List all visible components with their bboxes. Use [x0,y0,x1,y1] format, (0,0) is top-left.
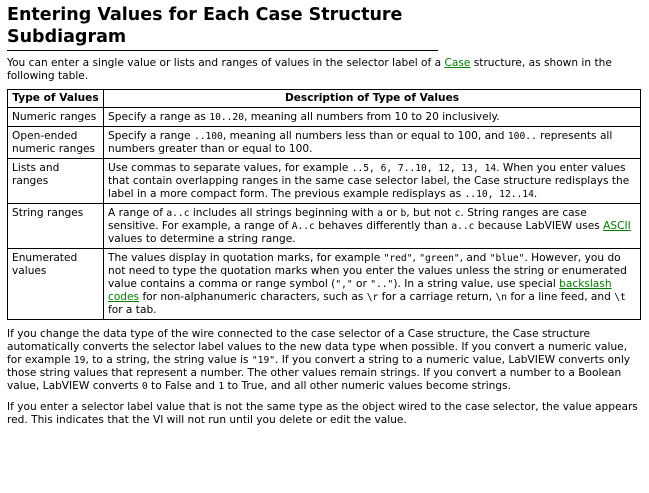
text-run: Specify a range [108,130,194,142]
code-literal: \n [495,292,508,303]
code-literal: a [377,208,383,219]
text-run: . However, you do not need to type the quotation marks when you enter the values unless the string or enumerated value contains a comma or range symbol ( [108,252,627,290]
header-description: Description of Type of Values [104,90,641,108]
table-row [8,204,641,249]
code-literal: "blue" [489,253,525,264]
text-run: , and [459,252,490,264]
value-type-cell: Lists and ranges [8,159,104,204]
text-run: ). In a string value, use special [393,278,560,290]
case-link[interactable]: Case [444,57,471,69]
value-description-cell [104,159,641,204]
text-run: includes all strings beginning with [189,207,378,219]
intro-text-end: structure, as shown in the following table. [7,57,612,82]
intro-paragraph [7,57,642,83]
text-run: for a line feed, and [507,291,615,303]
table-row [8,249,641,320]
text-run: . When you enter values that contain overlapping ranges in the same case selector label, the Case structure redisplays the label in a more compact form. The previous example redisplays as [108,162,630,200]
code-literal: "green" [419,253,460,264]
text-run: for non-alphanumeric characters, such as [139,291,367,303]
text-run: , but not [406,207,455,219]
value-type-cell: Enumerated values [8,249,104,320]
help-link[interactable]: backslash codes [108,278,612,303]
code-literal: 100.. [507,131,537,142]
text-run: . If you convert a string to a numeric value, LabVIEW converts only those string values that represent a number. The other values remain strings. If you convert a number to a Boolean value, LabVIEW converts [7,354,631,392]
values-table [7,89,641,320]
code-literal: c [454,208,461,219]
text-run: , to a string, the string value is [85,354,252,366]
code-literal: ..10, 12..14 [464,189,534,200]
text-run: . [533,188,538,200]
header-type: Type of Values [8,90,104,108]
text-run: , [412,252,420,264]
code-literal: 0 [141,381,148,392]
value-description-cell [104,127,641,159]
text-run: represents all numbers greater than or equal to 100. [108,130,613,155]
code-literal: "," [335,279,353,290]
code-literal: A..c [291,221,315,232]
table-row [8,159,641,204]
code-literal: "red" [383,253,413,264]
value-description-cell [104,108,641,127]
text-run: or [352,278,371,290]
code-literal: a..c [451,221,475,232]
code-literal: ..5, 6, 7..10, 12, 13, 14 [351,163,497,174]
code-literal: b [400,208,407,219]
intro-text: You can enter a single value or lists and ranges of values in the selector label of a [7,57,445,69]
code-literal: "19" [251,355,275,366]
help-link[interactable]: ASCII [603,220,631,232]
conversion-paragraph [7,328,642,393]
text-run: values to determine a string range. [108,233,296,245]
value-description-cell [104,204,641,249]
text-run: . String ranges are case sensitive. For example, a range of [108,207,587,232]
value-description-cell [104,249,641,320]
code-literal: \t [614,292,626,303]
code-literal: ".." [370,279,394,290]
value-type-cell: Open-ended numeric ranges [8,127,104,159]
text-run: behaves differently than [314,220,452,232]
code-literal: 1 [218,381,225,392]
value-type-cell: Numeric ranges [8,108,104,127]
text-run: for a carriage return, [378,291,496,303]
table-header-row [8,90,641,108]
code-literal: \r [366,292,379,303]
code-literal: ..100 [193,131,223,142]
text-run: , meaning all numbers from 10 to 20 inclusively. [243,111,500,123]
text-run: The values display in quotation marks, for example [108,252,384,264]
text-run: to True, and all other numeric values become strings. [224,380,511,392]
text-run: for a tab. [108,304,157,316]
text-run: A range of [108,207,167,219]
table-body [8,108,641,320]
text-run: Use commas to separate values, for example [108,162,352,174]
text-run: If you change the data type of the wire connected to the case selector of a Case structure, the Case structure automatically converts the selector label values to the new data type when possible. If you convert a numeric value, for example [7,328,628,366]
code-literal: 19 [73,355,86,366]
table-row [8,127,641,159]
text-run: or [382,207,401,219]
text-run: to False and [147,380,219,392]
text-run: Specify a range as [108,111,210,123]
table-row [8,108,641,127]
code-literal: a..c [166,208,190,219]
text-run: because LabVIEW uses [474,220,604,232]
code-literal: 10..20 [209,112,244,123]
text-run: , meaning all numbers less than or equal to 100, and [222,130,508,142]
red-value-paragraph: If you enter a selector label value that is not the same type as the object wired to the case selector, the value appears red. This indicates that the VI will not run until you delete or edit the value. [7,401,638,426]
value-type-cell: String ranges [8,204,104,249]
page-title: Entering Values for Each Case Structure Subdiagram [7,4,438,51]
